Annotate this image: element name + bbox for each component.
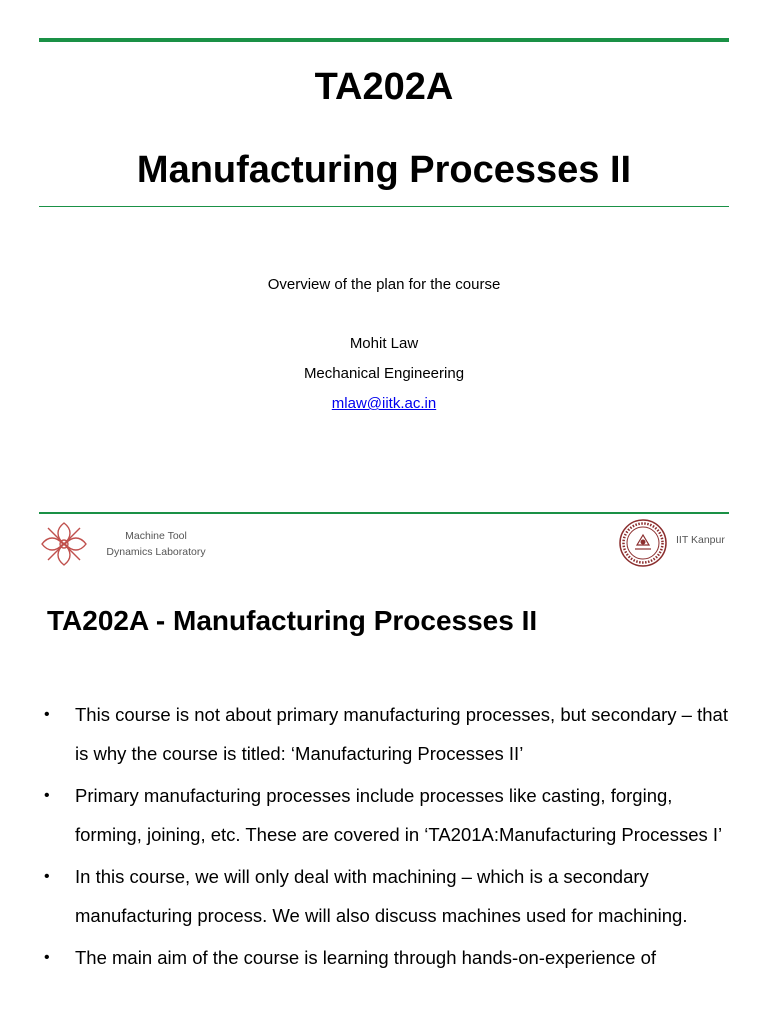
course-code-heading: TA202A xyxy=(314,66,454,108)
lab-name xyxy=(96,528,216,560)
content-slide xyxy=(0,578,768,1024)
bullet-item xyxy=(0,939,768,978)
bullet-text: This course is not about primary manufacturing processes, but secondary – that is why the course is titled: ‘Manufacturing Processes II’ xyxy=(75,704,728,764)
iit-kanpur-seal-icon xyxy=(618,518,668,568)
author-name: Mohit Law xyxy=(349,335,419,352)
footer-accent-rule xyxy=(39,512,729,514)
overview-text: Overview of the plan for the course xyxy=(267,276,501,293)
email-line xyxy=(0,394,768,414)
bullet-text: In this course, we will only deal with machining – which is a secondary manufacturing process. We will also discuss machines used for machining. xyxy=(75,866,688,926)
bullet-list xyxy=(0,696,768,982)
email-link[interactable]: mlaw@iitk.ac.in xyxy=(331,395,437,412)
machine-tool-lab-logo-icon xyxy=(38,519,90,569)
institute-name: IIT Kanpur xyxy=(676,534,725,546)
bullet-text: Primary manufacturing processes include processes like casting, forging, forming, joining, etc. These are covered in ‘TA201A:Manufacturing Processes I’ xyxy=(75,785,723,845)
bullet-text: The main aim of the course is learning through hands-on-experience of xyxy=(75,947,657,968)
lab-name-line1: Machine Tool xyxy=(125,530,187,542)
slide-title: TA202A - Manufacturing Processes II xyxy=(47,605,538,636)
bullet-item xyxy=(0,858,768,935)
bullet-marker: • xyxy=(44,868,50,885)
title-divider-rule xyxy=(39,206,729,207)
bullet-marker: • xyxy=(44,706,50,723)
bullet-item xyxy=(0,777,768,854)
lab-name-line2: Dynamics Laboratory xyxy=(106,546,206,558)
top-accent-rule xyxy=(39,38,729,42)
course-name-heading: Manufacturing Processes II xyxy=(136,149,632,191)
bullet-marker: • xyxy=(44,787,50,804)
bullet-marker: • xyxy=(44,949,50,966)
department-name: Mechanical Engineering xyxy=(303,365,465,382)
bullet-item xyxy=(0,696,768,773)
